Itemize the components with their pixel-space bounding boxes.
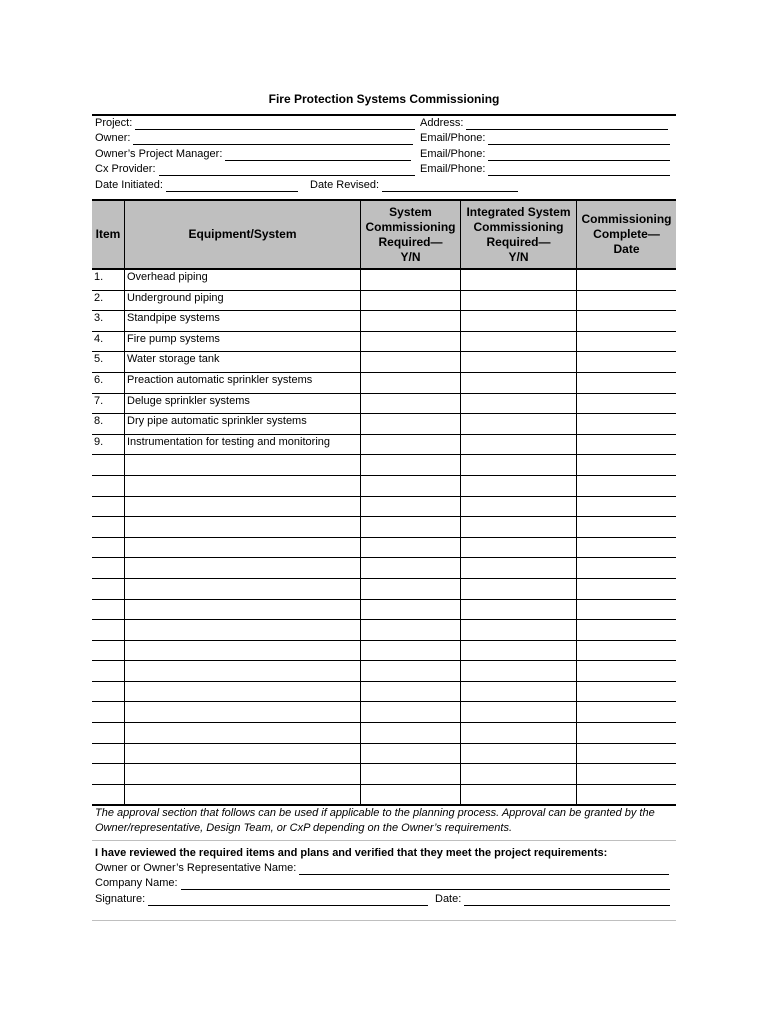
owner-field [95, 132, 413, 145]
owner-label: Owner: [95, 132, 131, 144]
complete-header-line: Date [613, 242, 640, 256]
table-row [92, 331, 676, 352]
equipment-cell [125, 496, 361, 517]
signature-field [95, 893, 428, 906]
table-row [92, 661, 676, 682]
equipment-cell [125, 537, 361, 558]
address-label: Address: [420, 117, 464, 129]
system-cx-cell[interactable] [361, 743, 461, 764]
system-cx-cell[interactable] [361, 496, 461, 517]
complete-date-cell[interactable] [577, 537, 677, 558]
equipment-cell [125, 578, 361, 599]
form-title: Fire Protection Systems Commissioning [268, 92, 500, 106]
system-cx-cell[interactable] [361, 517, 461, 538]
system-cx-cell[interactable] [361, 455, 461, 476]
owner-email-field [420, 132, 670, 145]
table-row [92, 620, 676, 641]
system-cx-cell[interactable] [361, 702, 461, 723]
complete-date-cell[interactable] [577, 702, 677, 723]
approval-date-input[interactable] [464, 894, 670, 906]
complete-date-cell[interactable] [577, 393, 677, 414]
complete-date-cell[interactable] [577, 558, 677, 579]
integrated-cx-cell[interactable] [461, 661, 577, 682]
table-row [92, 393, 676, 414]
table-row [92, 290, 676, 311]
item-cell [92, 723, 125, 744]
rep-name-input[interactable] [299, 863, 669, 875]
equipment-cell [125, 599, 361, 620]
equipment-cell: Instrumentation for testing and monitoring [125, 434, 361, 455]
integrated-cx-header-line: Commissioning [473, 219, 564, 234]
system-cx-cell[interactable] [361, 764, 461, 785]
project-label: Project: [95, 117, 133, 129]
cx-provider-input[interactable] [159, 164, 415, 176]
complete-date-cell[interactable] [577, 743, 677, 764]
date-initiated-input[interactable] [166, 180, 298, 192]
complete-date-cell[interactable] [577, 723, 677, 744]
system-cx-cell[interactable] [361, 558, 461, 579]
equipment-cell [125, 702, 361, 723]
complete-header-line: Commissioning [581, 212, 672, 226]
company-label: Company Name: [95, 877, 178, 889]
cx-email-input[interactable] [488, 164, 670, 176]
system-cx-cell[interactable] [361, 269, 461, 290]
approval-statement: I have reviewed the required items and plans and verified that they meet the project requirements: [95, 847, 608, 859]
integrated-cx-header [461, 200, 577, 269]
system-cx-header-line: Required— [378, 234, 443, 249]
complete-date-cell[interactable] [577, 475, 677, 496]
integrated-cx-cell[interactable] [461, 455, 577, 476]
item-cell [92, 455, 125, 476]
complete-date-cell[interactable] [577, 661, 677, 682]
integrated-cx-cell[interactable] [461, 681, 577, 702]
title-rule [92, 114, 676, 116]
integrated-cx-cell[interactable] [461, 578, 577, 599]
item-cell [92, 764, 125, 785]
item-cell [92, 620, 125, 641]
date-initiated-field [95, 179, 298, 192]
item-cell: 2. [92, 290, 125, 311]
table-row [92, 496, 676, 517]
complete-date-cell[interactable] [577, 352, 677, 373]
complete-date-cell[interactable] [577, 434, 677, 455]
table-row [92, 372, 676, 393]
date-revised-input[interactable] [382, 180, 518, 192]
table-row [92, 599, 676, 620]
commissioning-table [92, 199, 676, 806]
item-cell: 8. [92, 414, 125, 435]
cx-email-field [420, 163, 670, 176]
complete-date-cell[interactable] [577, 269, 677, 290]
date-initiated-label: Date Initiated: [95, 179, 163, 191]
address-field [420, 117, 668, 130]
system-cx-cell[interactable] [361, 331, 461, 352]
equipment-cell: Water storage tank [125, 352, 361, 373]
item-cell [92, 475, 125, 496]
item-cell [92, 496, 125, 517]
item-cell [92, 681, 125, 702]
item-cell [92, 743, 125, 764]
system-cx-cell[interactable] [361, 681, 461, 702]
signature-input[interactable] [148, 894, 428, 906]
table-row [92, 723, 676, 744]
system-cx-cell[interactable] [361, 723, 461, 744]
table-row [92, 414, 676, 435]
item-cell [92, 517, 125, 538]
table-row [92, 352, 676, 373]
integrated-cx-cell[interactable] [461, 311, 577, 332]
complete-date-cell[interactable] [577, 290, 677, 311]
system-cx-cell[interactable] [361, 352, 461, 373]
complete-date-cell[interactable] [577, 681, 677, 702]
complete-header-line: Complete— [593, 227, 660, 241]
item-cell: 5. [92, 352, 125, 373]
system-cx-cell[interactable] [361, 414, 461, 435]
item-cell: 9. [92, 434, 125, 455]
integrated-cx-cell[interactable] [461, 537, 577, 558]
complete-date-cell[interactable] [577, 414, 677, 435]
opm-input[interactable] [225, 149, 411, 161]
integrated-cx-cell[interactable] [461, 743, 577, 764]
integrated-cx-header-line: Integrated System [466, 204, 571, 219]
integrated-cx-cell[interactable] [461, 269, 577, 290]
equipment-cell [125, 620, 361, 641]
table-row [92, 475, 676, 496]
signature-label: Signature: [95, 893, 146, 905]
integrated-cx-cell[interactable] [461, 372, 577, 393]
system-cx-cell[interactable] [361, 372, 461, 393]
complete-date-cell[interactable] [577, 517, 677, 538]
table-row [92, 764, 676, 785]
equipment-cell [125, 517, 361, 538]
rep-name-field [95, 862, 669, 875]
item-cell: 7. [92, 393, 125, 414]
equipment-cell [125, 455, 361, 476]
table-row [92, 578, 676, 599]
table-row [92, 269, 676, 290]
owner-email-label: Email/Phone: [420, 132, 486, 144]
equipment-cell: Preaction automatic sprinkler systems [125, 372, 361, 393]
item-cell [92, 661, 125, 682]
integrated-cx-cell[interactable] [461, 434, 577, 455]
integrated-cx-cell[interactable] [461, 620, 577, 641]
complete-date-cell[interactable] [577, 620, 677, 641]
integrated-cx-cell[interactable] [461, 723, 577, 744]
equipment-cell: Standpipe systems [125, 311, 361, 332]
equipment-cell: Dry pipe automatic sprinkler systems [125, 414, 361, 435]
equipment-header: Equipment/System [125, 200, 361, 269]
integrated-cx-cell[interactable] [461, 290, 577, 311]
company-field [95, 877, 670, 890]
address-input[interactable] [466, 118, 668, 130]
complete-date-cell[interactable] [577, 578, 677, 599]
system-cx-cell[interactable] [361, 661, 461, 682]
table-row [92, 311, 676, 332]
approval-divider [92, 840, 676, 841]
integrated-cx-cell[interactable] [461, 599, 577, 620]
complete-date-cell[interactable] [577, 372, 677, 393]
integrated-cx-cell[interactable] [461, 558, 577, 579]
item-cell: 6. [92, 372, 125, 393]
table-row [92, 558, 676, 579]
system-cx-cell[interactable] [361, 578, 461, 599]
opm-email-input[interactable] [488, 149, 670, 161]
table-row [92, 640, 676, 661]
complete-date-cell[interactable] [577, 640, 677, 661]
item-cell: 1. [92, 269, 125, 290]
complete-date-cell[interactable] [577, 496, 677, 517]
equipment-cell [125, 661, 361, 682]
item-header: Item [92, 200, 125, 269]
item-cell [92, 640, 125, 661]
complete-date-cell[interactable] [577, 331, 677, 352]
table-row [92, 537, 676, 558]
table-row [92, 517, 676, 538]
equipment-cell [125, 723, 361, 744]
equipment-cell [125, 743, 361, 764]
integrated-cx-header-line: Y/N [508, 249, 529, 264]
equipment-cell: Underground piping [125, 290, 361, 311]
date-revised-label: Date Revised: [310, 179, 380, 191]
complete-date-cell[interactable] [577, 764, 677, 785]
system-cx-cell[interactable] [361, 784, 461, 805]
table-row [92, 434, 676, 455]
system-cx-header [361, 200, 461, 269]
opm-email-field [420, 148, 670, 161]
integrated-cx-cell[interactable] [461, 640, 577, 661]
equipment-cell [125, 681, 361, 702]
complete-date-cell[interactable] [577, 784, 677, 805]
opm-email-label: Email/Phone: [420, 148, 486, 160]
owner-input[interactable] [133, 133, 413, 145]
system-cx-cell[interactable] [361, 290, 461, 311]
system-cx-cell[interactable] [361, 599, 461, 620]
item-cell [92, 702, 125, 723]
company-input[interactable] [181, 878, 670, 890]
integrated-cx-cell[interactable] [461, 475, 577, 496]
project-input[interactable] [135, 118, 415, 130]
equipment-cell [125, 640, 361, 661]
system-cx-header-line: Commissioning [365, 219, 456, 234]
system-cx-header-line: System [389, 204, 432, 219]
cx-provider-field [95, 163, 415, 176]
equipment-cell: Fire pump systems [125, 331, 361, 352]
equipment-cell: Overhead piping [125, 269, 361, 290]
integrated-cx-cell[interactable] [461, 331, 577, 352]
integrated-cx-cell[interactable] [461, 764, 577, 785]
item-cell [92, 537, 125, 558]
item-cell [92, 558, 125, 579]
opm-label: Owner’s Project Manager: [95, 148, 223, 160]
equipment-cell [125, 475, 361, 496]
approval-date-field [435, 893, 670, 906]
rep-name-label: Owner or Owner’s Representative Name: [95, 862, 297, 874]
integrated-cx-header-line: Required— [486, 234, 551, 249]
owner-email-input[interactable] [488, 133, 670, 145]
bottom-divider [92, 920, 676, 921]
opm-field [95, 148, 411, 161]
item-cell [92, 578, 125, 599]
complete-date-cell[interactable] [577, 599, 677, 620]
table-row [92, 681, 676, 702]
integrated-cx-cell[interactable] [461, 414, 577, 435]
integrated-cx-cell[interactable] [461, 393, 577, 414]
approval-note: The approval section that follows can be used if applicable to the planning process. Approval can be granted by the Owner/representative, Design Team, or CxP depending on the Owner’s requirements. [95, 807, 655, 834]
project-field [95, 117, 415, 130]
table-header-row [92, 200, 676, 269]
table-row [92, 702, 676, 723]
table-row [92, 455, 676, 476]
integrated-cx-cell[interactable] [461, 517, 577, 538]
equipment-cell [125, 784, 361, 805]
complete-header [577, 200, 677, 269]
item-cell: 3. [92, 311, 125, 332]
equipment-cell [125, 764, 361, 785]
system-cx-header-line: Y/N [400, 249, 421, 264]
equipment-cell: Deluge sprinkler systems [125, 393, 361, 414]
table-row [92, 784, 676, 805]
system-cx-cell[interactable] [361, 640, 461, 661]
equipment-cell [125, 558, 361, 579]
system-cx-cell[interactable] [361, 537, 461, 558]
system-cx-cell[interactable] [361, 393, 461, 414]
integrated-cx-cell[interactable] [461, 702, 577, 723]
integrated-cx-cell[interactable] [461, 352, 577, 373]
integrated-cx-cell[interactable] [461, 496, 577, 517]
system-cx-cell[interactable] [361, 475, 461, 496]
item-cell: 4. [92, 331, 125, 352]
table-row [92, 743, 676, 764]
item-cell [92, 599, 125, 620]
complete-date-cell[interactable] [577, 455, 677, 476]
approval-date-label: Date: [435, 893, 462, 905]
cx-email-label: Email/Phone: [420, 163, 486, 175]
cx-provider-label: Cx Provider: [95, 163, 156, 175]
system-cx-cell[interactable] [361, 620, 461, 641]
item-cell [92, 784, 125, 805]
system-cx-cell[interactable] [361, 434, 461, 455]
date-revised-field [310, 179, 518, 192]
complete-date-cell[interactable] [577, 311, 677, 332]
system-cx-cell[interactable] [361, 311, 461, 332]
integrated-cx-cell[interactable] [461, 784, 577, 805]
